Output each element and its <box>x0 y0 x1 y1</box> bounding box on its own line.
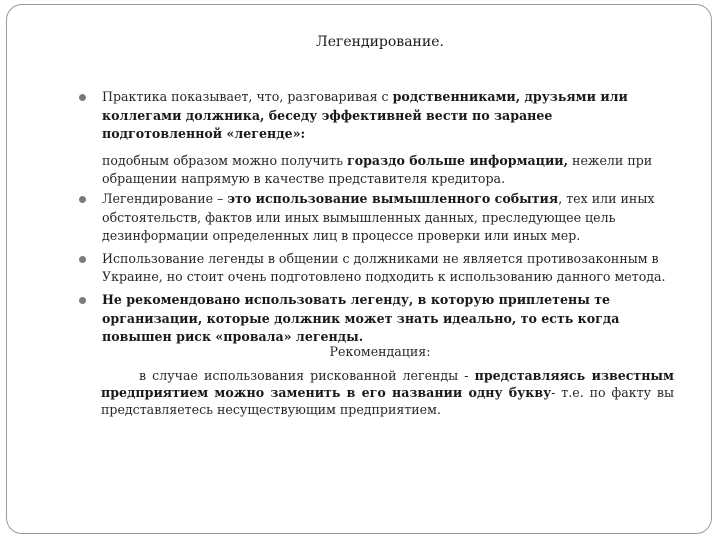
bullet-text: Практика показывает, что, разговаривая с <box>102 89 393 104</box>
recommendation-text-start: в случае использования рискованной легенды - <box>139 368 475 383</box>
recommendation-bold-text: представляясь известным предприятием можно заменить в его названии одну букву <box>101 368 674 400</box>
recommendation-text-end: - т.е. по факту вы представляетесь несуществующим предприятием. <box>101 385 674 417</box>
bullet-dot-icon <box>79 256 86 263</box>
bullet-text: Легендирование – <box>102 190 228 206</box>
bullet-dot-icon <box>79 196 86 203</box>
bullet-dot-icon <box>79 94 86 101</box>
slide-title: Легендирование. <box>316 34 444 50</box>
bullet-continuation <box>79 152 669 189</box>
recommendation-title: Рекомендация: <box>329 344 431 359</box>
continuation-text-end: нежели при обращении напрямую в качестве представителя кредитора. <box>102 152 653 187</box>
bullet-dot-icon <box>79 297 86 304</box>
bullet-item <box>79 88 669 144</box>
bullet-item <box>79 190 669 246</box>
recommendation-text <box>101 367 674 418</box>
bullet-bold-text: это использование вымышленного события <box>227 190 559 206</box>
bullet-bold-text: Не рекомендовано использовать легенду, в которую приплетены те организации, которые должник может знать идеально, то есть когда повышен риск «провала» легенды. <box>102 291 620 345</box>
bullet-item <box>79 291 669 347</box>
bullet-text: Использование легенды в общении с должниками не является противозаконным в Украине, но стоит очень подготовлено подходить к использованию данного метода. <box>102 250 666 285</box>
continuation-bold-text: гораздо больше информации, <box>346 152 569 168</box>
bullet-bold-text: родственниками, друзьями или коллегами должника, беседу эффективней вести по заранее подготовленной «легенде»: <box>102 89 628 142</box>
bullet-item <box>79 250 669 287</box>
bullet-list <box>79 88 669 347</box>
continuation-text: подобным образом можно получить <box>102 152 347 168</box>
bullet-text-end: , тех или иных обстоятельств, фактов или иных вымышленных данных, преследующее цель дезинформации определенных лиц в процессе проверки или иных мер. <box>102 190 655 244</box>
